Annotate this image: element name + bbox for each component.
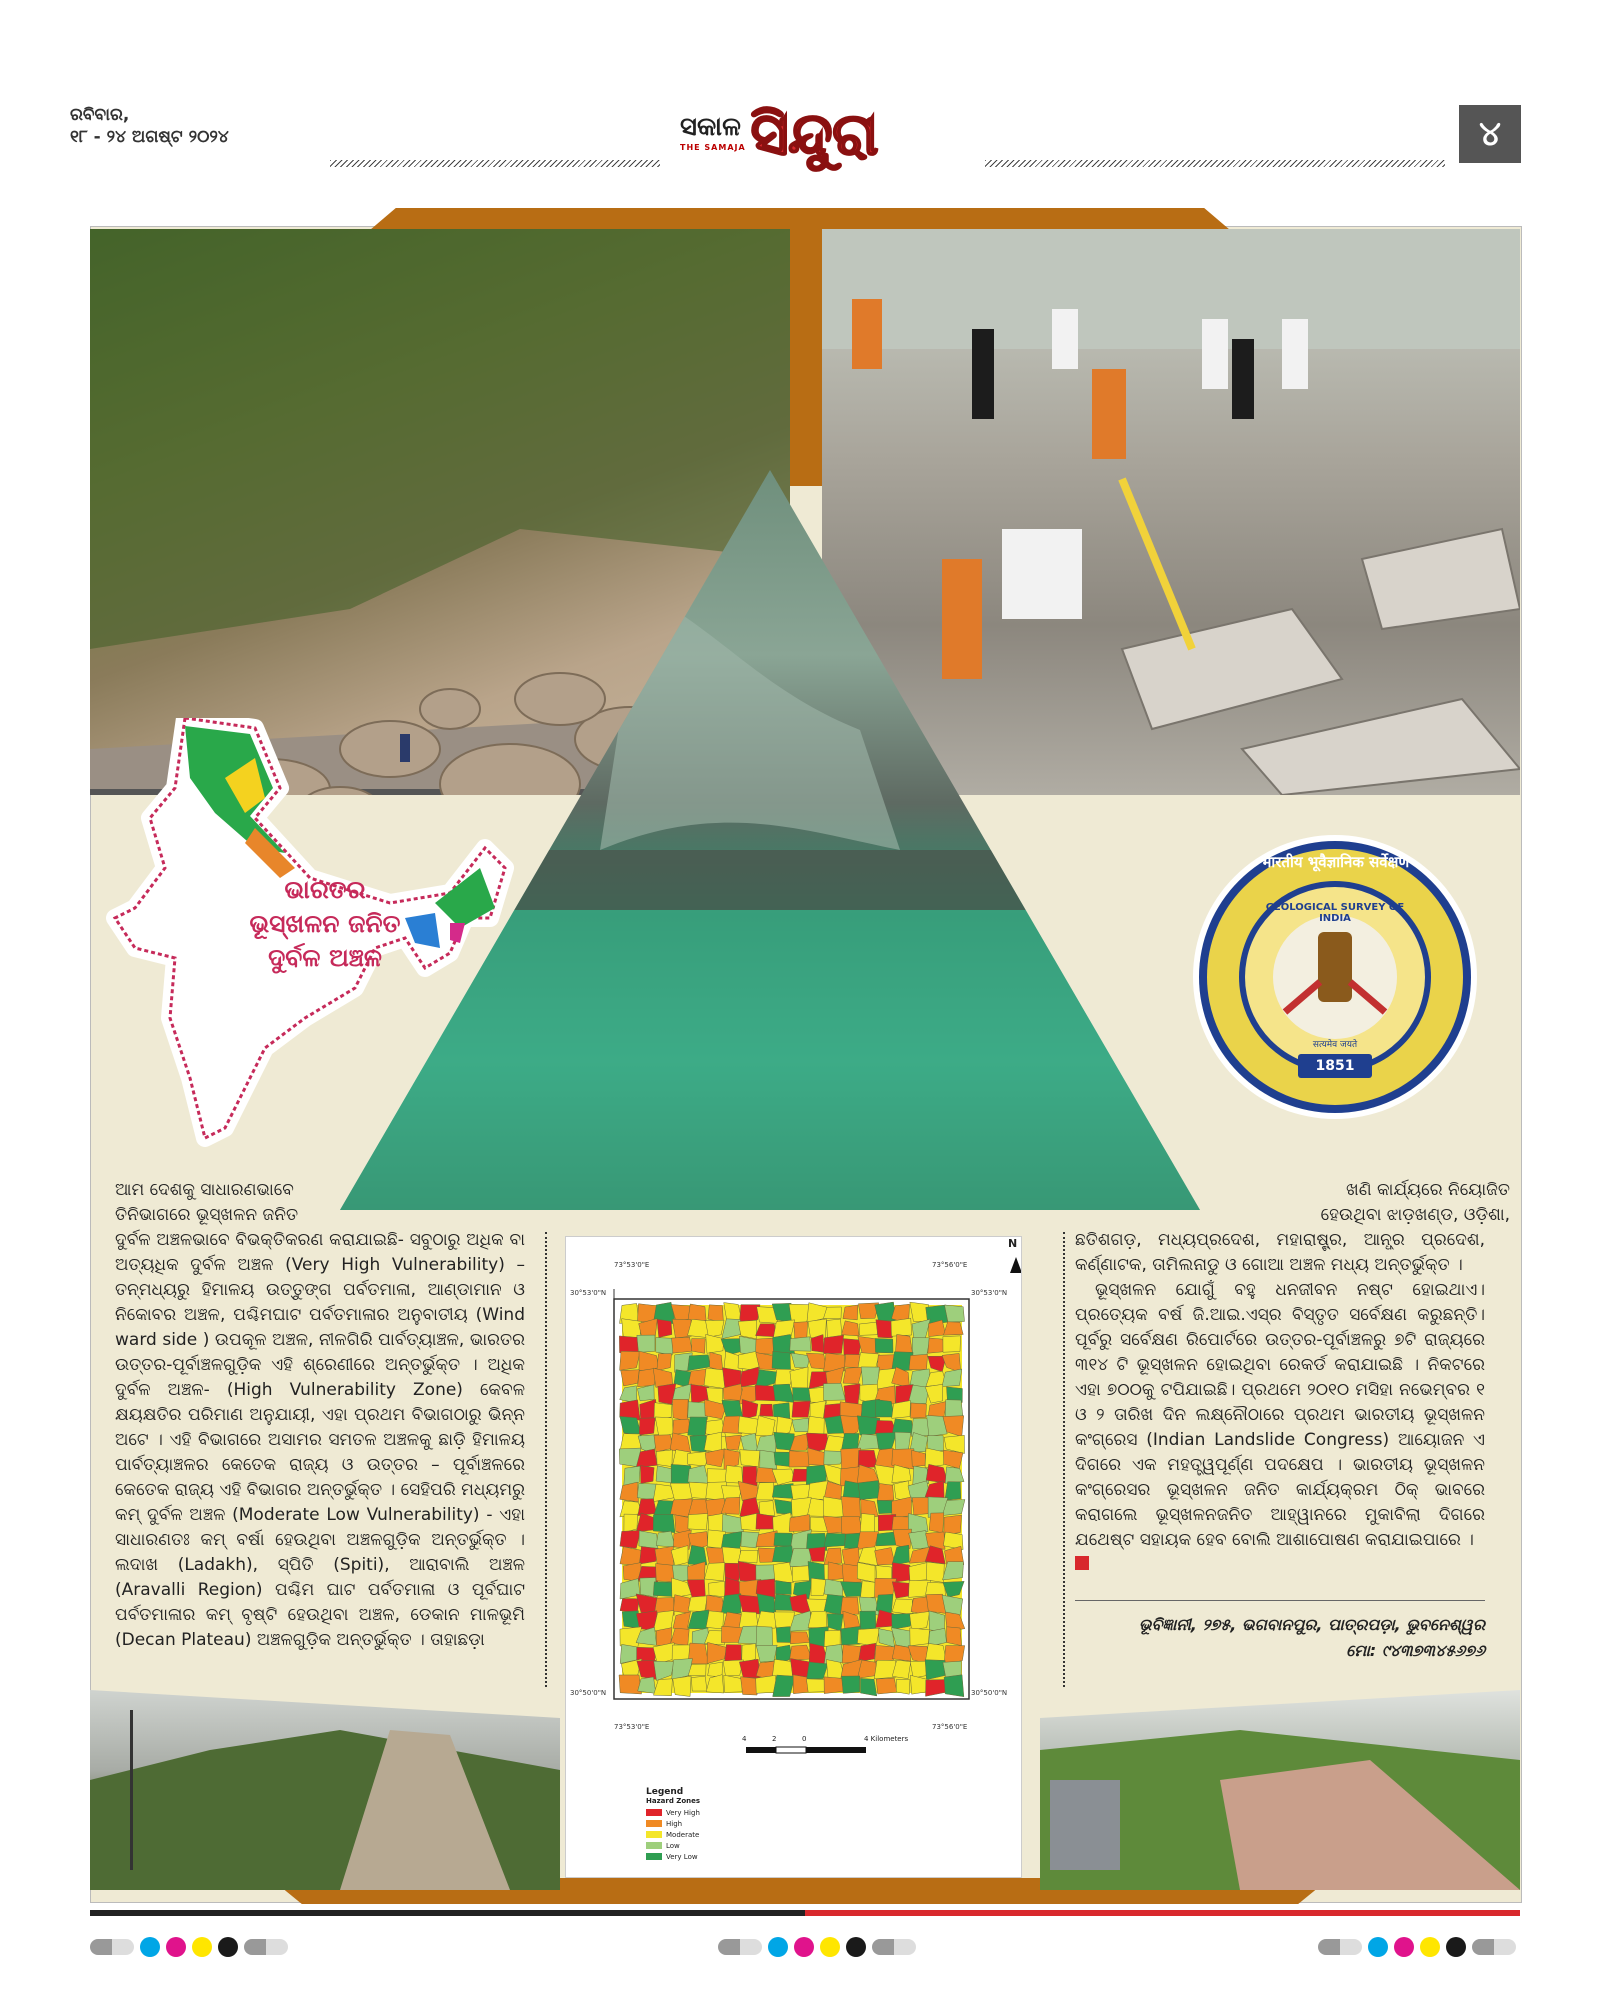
hazard-cell: [824, 1630, 840, 1646]
legend-title: Legend: [646, 1787, 684, 1797]
masthead-title: ସିନ୍ଦୁରା: [750, 100, 879, 168]
hazard-cell: [738, 1320, 757, 1339]
gsi-seal-graphic: [1190, 832, 1480, 1122]
hazard-cell: [929, 1513, 944, 1533]
scale-label: 4 Kilometers: [864, 1735, 909, 1743]
yellow-dot-icon: [820, 1937, 840, 1957]
legend-subtitle: Hazard Zones: [646, 1797, 701, 1805]
scale-label: 0: [802, 1735, 807, 1743]
hazard-cell: [895, 1432, 911, 1451]
hazard-cell: [858, 1481, 880, 1500]
hazard-legend: [646, 1787, 700, 1862]
hazard-cell: [789, 1451, 811, 1467]
hazard-cell: [844, 1384, 860, 1404]
hazard-cell: [706, 1611, 724, 1629]
masthead-tag: THE SAMAJA: [680, 143, 746, 152]
hazard-cell: [944, 1305, 964, 1322]
hazard-cell: [772, 1546, 793, 1563]
left-intro-line-2: ତିନିଭାଗରେ ଭୂସ୍ଖଳନ ଜନିତ: [115, 1205, 299, 1225]
coord-left-bottom: 30°50'0"N: [570, 1689, 607, 1697]
legend-item: [646, 1829, 700, 1840]
hazard-cell: [792, 1566, 810, 1582]
hazard-cell: [756, 1626, 773, 1646]
header-rule-right: [985, 160, 1445, 167]
hazard-cell: [776, 1627, 790, 1643]
hazard-cell: [760, 1404, 773, 1416]
yellow-dot-icon: [192, 1937, 212, 1957]
legend-swatch: [646, 1842, 662, 1849]
legend-label: Moderate: [666, 1830, 700, 1839]
hazard-cell: [657, 1319, 672, 1337]
hazard-cell: [792, 1418, 809, 1432]
registration-marks-center: [718, 1936, 922, 1957]
hazard-cell: [946, 1627, 961, 1646]
legend-swatch: [646, 1820, 662, 1827]
hazard-cell: [842, 1516, 863, 1534]
registration-marks-left: [90, 1936, 294, 1957]
hazard-cell: [944, 1675, 964, 1697]
hazard-cell: [653, 1514, 675, 1532]
hazard-cell: [772, 1484, 793, 1499]
legend-swatch: [646, 1831, 662, 1838]
hazard-cell: [896, 1679, 910, 1694]
hazard-cell: [891, 1318, 912, 1336]
hazard-cell: [657, 1450, 673, 1467]
hazard-cell: [622, 1611, 638, 1628]
hazard-cell: [912, 1338, 930, 1356]
black-dot-icon: [1446, 1937, 1466, 1957]
hazard-cell: [841, 1497, 860, 1519]
hazard-cell: [725, 1465, 743, 1483]
footer-rule-red: [805, 1910, 1520, 1916]
hazard-cell: [710, 1352, 723, 1371]
hazard-cell: [774, 1594, 793, 1610]
hazard-cell: [637, 1335, 655, 1352]
map-caption-line-1: ଭାରତର: [284, 875, 366, 904]
hazard-cell: [640, 1466, 654, 1484]
right-para-2: ଭୂସ୍ଖଳନ ଯୋଗୁଁ ବହୁ ଧନଜୀବନ ନଷ୍ଟ ହୋଇଥାଏ। ପ୍ରତ୍ୟେକ ବର୍ଷ ଜି.ଆଇ.ଏସ୍‌ର ବିସ୍ତୃତ ସର୍ବେକ୍ଷଣ କରୁଛନ୍ତି। ପୂର୍ବରୁ ସର୍ବେକ୍ଷଣ ରିପୋର୍ଟରେ ଉତ୍ତର-ପୂର୍ବାଞ୍ଚଳରୁ ୭ଟି ରାଜ୍ୟରେ ୩୧୪ ଟି ଭୂସ୍ଖଳନ ହୋଇଥିବା ରେକର୍ଡ କରାଯାଇଛି । ନିକଟରେ ଏହା ୭୦୦କୁ ଟପିଯାଇଛି। ପ୍ରଥମେ ୨୦୧୦ ମସିହା ନଭେମ୍ବର ୧ ଓ ୨ ତାରିଖ ଦିନ ଲକ୍ଷ୍ନୌଠାରେ ପ୍ରଥମ ଭାରତୀୟ ଭୂସ୍ଖଳନ କଂଗ୍ରେସ (Indian Landslide Congress) ଆୟୋଜନ ଏ ଦିଗରେ ଏକ ମହତ୍ତ୍ୱପୂର୍ଣ୍ଣ ପଦକ୍ଷେପ । ଭାରତୀୟ ଭୂସ୍ଖଳନ କଂଗ୍ରେସର ଭୂସ୍ଖଳନ ଜନିତ କାର୍ଯ୍ୟକ୍ରମ ଠିକ୍ ଭାବରେ କରାଗଲେ ଭୂସ୍ଖଳନଜନିତ ଆହ୍ୱାନରେ ମୁକାବିଲା ଦିଗରେ ଯଥେଷ୍ଟ ସହାୟକ ହେବ ବୋଲି ଆଶାପୋଷଣ କରାଯାଇପାରେ ।: [1075, 1280, 1485, 1550]
hazard-cell: [943, 1336, 961, 1352]
hazard-cell: [688, 1596, 707, 1612]
legend-list: [646, 1807, 700, 1862]
cyan-dot-icon: [768, 1937, 788, 1957]
map-caption-line-2: ଭୂସ୍ଖଳନ ଜନିତ: [249, 909, 401, 938]
hazard-cell: [843, 1339, 861, 1356]
registration-marks-right: [1318, 1936, 1522, 1957]
hazard-cell: [892, 1645, 911, 1661]
hazard-cell: [824, 1335, 844, 1353]
gsi-hindi-name: भारतीय भूवैज्ञानिक सर्वेक्षण: [1260, 853, 1410, 871]
hazard-cell: [774, 1533, 792, 1546]
author-rule: [1075, 1600, 1485, 1601]
hazard-cell: [792, 1401, 810, 1417]
hazard-cell: [691, 1676, 707, 1691]
scale-label: 2: [772, 1735, 777, 1743]
right-para-1: ଛତିଶଗଡ଼, ମଧ୍ୟପ୍ରଦେଶ, ମହାରାଷ୍ଟ୍ର, ଆନ୍ଧ୍ର ପ୍ରଦେଶ, କର୍ଣ୍ଣାଟକ, ତାମିଲନାଡୁ ଓ ଗୋଆ ଅଞ୍ଚଳ ମଧ୍ୟ ଅନ୍ତର୍ଭୁକ୍ତ ।: [1075, 1230, 1485, 1275]
article-right-column: [1075, 1228, 1485, 1578]
header-rule-left: [330, 160, 660, 167]
photo-hillside-slide-right: [1040, 1690, 1520, 1890]
legend-label: Very Low: [666, 1852, 698, 1861]
scale-bar: [746, 1747, 866, 1753]
left-intro-line-1: ଆମ ଦେଶକୁ ସାଧାରଣଭାବେ: [115, 1180, 294, 1200]
legend-label: Very High: [666, 1808, 700, 1817]
coord-right-bottom: 30°50'0"N: [971, 1689, 1008, 1697]
cyan-dot-icon: [140, 1937, 160, 1957]
gsi-seal: [1190, 832, 1480, 1122]
hazard-cell: [909, 1354, 927, 1369]
photo-hillside-slide-left: [90, 1690, 560, 1890]
hazard-cell: [655, 1546, 674, 1565]
column-divider-left: [545, 1232, 547, 1687]
legend-item: [646, 1807, 700, 1818]
hazard-cell: [926, 1532, 945, 1549]
hazard-cell: [673, 1676, 691, 1696]
column-divider-right: [1063, 1232, 1065, 1687]
hazard-cell: [875, 1645, 895, 1661]
hazard-cell: [638, 1499, 657, 1516]
magenta-dot-icon: [1394, 1937, 1414, 1957]
hazard-cell: [876, 1678, 897, 1694]
hazard-cell: [861, 1367, 879, 1385]
magenta-dot-icon: [166, 1937, 186, 1957]
coord-top-right: 73°56'0"E: [932, 1261, 968, 1269]
legend-swatch: [646, 1853, 662, 1860]
magenta-dot-icon: [794, 1937, 814, 1957]
hazard-cell: [756, 1675, 777, 1693]
hillside-left-scene: [90, 1690, 560, 1890]
hazard-map-graphic: [566, 1237, 1021, 1877]
coord-left-top: 30°53'0"N: [570, 1289, 607, 1297]
legend-item: [646, 1851, 700, 1862]
coord-top-left: 73°53'0"E: [614, 1261, 650, 1269]
north-label: N: [1008, 1237, 1018, 1250]
hazard-cell: [875, 1548, 895, 1566]
hazard-cell: [877, 1484, 894, 1501]
hazard-cell: [690, 1435, 706, 1452]
hazard-cell: [775, 1580, 791, 1594]
hazard-cell: [857, 1562, 875, 1582]
issue-date: [70, 104, 229, 148]
hazard-cell: [859, 1322, 879, 1335]
emblem-icon: [1318, 932, 1352, 1002]
hazard-cell: [673, 1595, 690, 1614]
hazard-cell: [722, 1547, 740, 1564]
black-dot-icon: [846, 1937, 866, 1957]
hazard-cell: [621, 1370, 640, 1386]
page-number: ୪: [1459, 105, 1521, 163]
hazard-cell: [673, 1530, 691, 1549]
center-accent-bar: [790, 226, 822, 486]
coord-bottom-left: 73°53'0"E: [614, 1723, 650, 1731]
hazard-cell: [756, 1645, 777, 1662]
hazard-cell: [738, 1550, 757, 1563]
map-caption: [205, 873, 445, 975]
hazard-cell: [857, 1628, 879, 1646]
end-mark-icon: [1075, 1556, 1089, 1570]
hazard-cell: [624, 1466, 640, 1486]
hazard-cell: [824, 1677, 844, 1694]
hazard-cell: [704, 1432, 721, 1453]
yellow-dot-icon: [1420, 1937, 1440, 1957]
legend-swatch: [646, 1809, 662, 1816]
hazard-cell: [706, 1320, 725, 1337]
gsi-motto: सत्यमेव जयते: [1312, 1040, 1358, 1050]
registration-pill: [1318, 1939, 1362, 1955]
hazard-cell: [790, 1632, 809, 1644]
north-arrow-icon: [1010, 1257, 1021, 1273]
hazard-cell: [892, 1599, 913, 1615]
photo-rescue-workers: [822, 229, 1520, 795]
right-intro-line-1: ଖଣି କାର୍ଯ୍ୟରେ ନିୟୋଜିତ: [1346, 1180, 1510, 1200]
author-phone: ମୋ: ୯୪୩୭୩୪୫୬୭୬: [1346, 1641, 1485, 1660]
hazard-cell: [843, 1305, 858, 1320]
hazard-cell: [944, 1515, 962, 1535]
hazard-cell: [772, 1351, 791, 1370]
hazard-zone-map: [565, 1236, 1022, 1878]
issue-day: ରବିବାର,: [70, 105, 130, 125]
hazard-cell: [709, 1581, 726, 1597]
article-right-intro: [1240, 1178, 1510, 1228]
masthead-publisher: ସକାଳ THE SAMAJA: [680, 112, 746, 152]
india-vulnerability-map: [105, 718, 525, 1158]
hazard-cell: [824, 1533, 845, 1547]
hazard-cell: [721, 1594, 741, 1614]
legend-item: [646, 1818, 700, 1829]
hazard-cell: [759, 1501, 775, 1516]
hazard-cell: [794, 1322, 808, 1339]
masthead: [680, 100, 878, 169]
gsi-founding-year: 1851: [1315, 1058, 1355, 1074]
hazard-cell: [688, 1513, 708, 1529]
hazard-cell: [808, 1416, 825, 1435]
hillside-right-scene: [1040, 1690, 1520, 1890]
hazard-cell: [911, 1403, 927, 1418]
black-dot-icon: [218, 1937, 238, 1957]
hazard-cell: [842, 1676, 860, 1693]
hazard-cell: [673, 1419, 690, 1435]
footer-rule-dark: [90, 1910, 805, 1916]
hazard-cell: [876, 1532, 896, 1546]
registration-pill: [90, 1939, 134, 1955]
hazard-cell: [790, 1337, 811, 1351]
hazard-cell: [858, 1643, 875, 1662]
gsi-english-name: GEOLOGICAL SURVEY OF INDIA: [1265, 902, 1405, 924]
hazard-cell: [912, 1497, 930, 1514]
hazard-cell: [688, 1417, 707, 1437]
hazard-cell: [756, 1338, 776, 1354]
article-left-intro: [115, 1178, 345, 1228]
registration-pill: [244, 1939, 288, 1955]
hazard-cell: [773, 1403, 790, 1419]
hazard-cell: [809, 1547, 826, 1562]
hazard-cell: [860, 1678, 876, 1696]
hazard-cell: [876, 1400, 894, 1417]
registration-pill: [718, 1939, 762, 1955]
coord-right-top: 30°53'0"N: [971, 1289, 1008, 1297]
issue-date-range: ୧୮ - ୨୪ ଅଗଷ୍ଟ ୨୦୨୪: [70, 127, 229, 147]
hazard-cell: [740, 1450, 760, 1467]
hazard-cell: [692, 1339, 706, 1354]
legend-label: High: [666, 1819, 683, 1828]
hazard-cell: [639, 1418, 655, 1435]
author-block: [1075, 1612, 1485, 1664]
legend-item: [646, 1840, 700, 1851]
hazard-cell: [910, 1628, 930, 1646]
author-address: ଭୂବିଜ୍ଞାନୀ, ୨୭୫, ଭଗବାନପୁର, ପାତ୍ରପଡ଼ା, ଭୁବନେଶ୍ୱର: [1138, 1615, 1485, 1634]
hazard-cell: [926, 1562, 944, 1582]
hazard-cell: [944, 1646, 965, 1664]
map-caption-line-3: ଦୁର୍ବଳ ଅଞ୍ଚଳ: [268, 943, 382, 972]
legend-label: Low: [666, 1841, 680, 1850]
hazard-cell: [672, 1399, 688, 1421]
hazard-cell: [620, 1599, 639, 1613]
registration-pill: [872, 1939, 916, 1955]
registration-pill: [1472, 1939, 1516, 1955]
hazard-cell: [823, 1497, 844, 1518]
hazard-cell: [875, 1338, 893, 1352]
hazard-cell: [708, 1662, 723, 1677]
hazard-cell: [858, 1353, 879, 1369]
hazard-cell: [672, 1337, 693, 1353]
coord-bottom-right: 73°56'0"E: [932, 1723, 968, 1731]
hazard-cell: [842, 1547, 860, 1566]
hazard-cell: [892, 1401, 911, 1419]
right-intro-line-2: ହେଉଥିବା ଝାଡ଼ଖଣ୍ଡ, ଓଡ଼ିଶା,: [1320, 1205, 1510, 1225]
scale-label: 4: [742, 1735, 747, 1743]
cyan-dot-icon: [1368, 1937, 1388, 1957]
rescue-scene: [822, 229, 1520, 795]
article-left-column: ଦୁର୍ବଳ ଅଞ୍ଚଳଭାବେ ବିଭକ୍ତିକରଣ କରାଯାଇଛି- ସବୁଠାରୁ ଅଧିକ ବା ଅତ୍ୟଧିକ ଦୁର୍ବଳ ଅଞ୍ଚଳ (Very High Vulnerability) – ତନ୍ମଧ୍ୟରୁ ହିମାଳୟ ଉତ୍ତୁଙ୍ଗ ପର୍ବତମାଳା, ଆଣ୍ଡାମାନ ଓ ନିକୋବର ଅଞ୍ଚଳ, ପଶ୍ଚିମଘାଟ ପର୍ବତମାଳାର ଅନୁବାତୀୟ (Wind ward side ) ଉପକୂଳ ଅଞ୍ଚଳ, ନୀଳଗିରି ପାର୍ବତ୍ୟାଞ୍ଚଳ, ଭାରତର ଉତ୍ତର-ପୂର୍ବାଞ୍ଚଳଗୁଡ଼ିକ ଏହି ଶ୍ରେଣୀରେ ଅନ୍ତର୍ଭୁକ୍ତ । ଅଧିକ ଦୁର୍ବଳ ଅଞ୍ଚଳ- (High Vulnerability Zone) କେବଳ କ୍ଷୟକ୍ଷତିର ପରିମାଣ ଅନୁଯାୟୀ, ଏହା ପ୍ରଥମ ବିଭାଗଠାରୁ ଭିନ୍ନ ଅଟେ । ଏହି ବିଭାଗରେ ଅସାମର ସମତଳ ଅଞ୍ଚଳକୁ ଛାଡ଼ି ହିମାଳୟ ପାର୍ବତ୍ୟାଞ୍ଚଳର କେତେକ ରାଜ୍ୟ ଓ ଉତ୍ତର – ପୂର୍ବାଞ୍ଚଳରେ କେତେକ ରାଜ୍ୟ ଏହି ବିଭାଗର ଅନ୍ତର୍ଭୁକ୍ତ । ସେହିପରି ମଧ୍ୟମରୁ କମ୍ ଦୁର୍ବଳ ଅଞ୍ଚଳ (Moderate Low Vulnerability) - ଏହା ସାଧାରଣତଃ କମ୍ ବର୍ଷା ହେଉଥିବା ଅଞ୍ଚଳଗୁଡ଼ିକ ଅନ୍ତର୍ଭୁକ୍ତ । ଲଦାଖ (Ladakh), ସ୍ପିତି (Spiti), ଆରାବାଲି ଅଞ୍ଚଳ (Aravalli Region) ପଶ୍ଚିମ ଘାଟ ପର୍ବତମାଳା ଓ ପୂର୍ବଘାଟ ପର୍ବତମାଳାର କମ୍ ବୃଷ୍ଟି ହେଉଥିବା ଅଞ୍ଚଳ, ଡେକାନ ମାଳଭୂମି (Decan Plateau) ଅଞ୍ଚଳଗୁଡ଼ିକ ଅନ୍ତର୍ଭୁକ୍ତ । ତାହାଛଡ଼ା: [115, 1230, 525, 1650]
hazard-cell: [910, 1611, 930, 1629]
